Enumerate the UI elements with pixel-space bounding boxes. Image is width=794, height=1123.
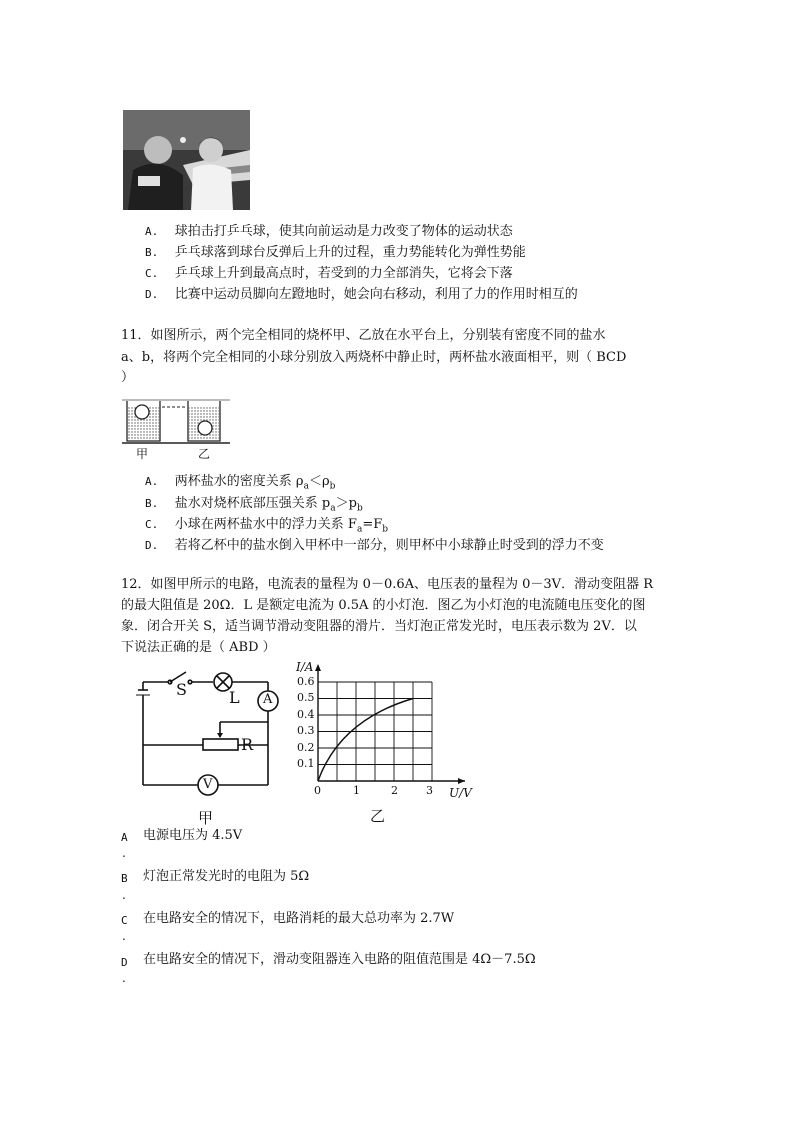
q10-option-b: B. 乒乓球落到球台反弹后上升的过程，重力势能转化为弹性势能 [145,245,526,260]
q12-option-a-letter: A [121,831,128,844]
q11-beakers-figure [122,395,232,467]
q12-option-c-text: 在电路安全的情况下，电路消耗的最大总功率为 2.7W [143,911,455,926]
rheostat-label: R [241,735,254,754]
xtick-3: 3 [426,784,433,797]
iu-graph [290,660,475,830]
q12-stem-line1: 12．如图甲所示的电路，电流表的量程为 0－0.6A、电压表的量程为 0－3V．滑动变阻器 R [121,577,653,592]
graph-xlabel: U/V [449,786,472,800]
xtick-1: 1 [353,784,360,797]
q12-option-c-dot: . [122,929,126,943]
q12-option-d-text: 在电路安全的情况下，滑动变阻器连入电路的阻值范围是 4Ω－7.5Ω [143,952,536,967]
ammeter-label: A [263,692,273,707]
q11-option-a: A. 两杯盐水的密度关系 $\rho_a<\rho_b$ [145,474,336,492]
beaker-label-left: 甲 [136,447,149,461]
q11-stem-line2: a、b，将两个完全相同的小球分别放入两烧杯中静止时，两杯盐水液面相平，则（ BCD [121,350,627,365]
q12-stem-line3: 象．闭合开关 S，适当调节滑动变阻器的滑片．当灯泡正常发光时，电压表示数为 2V．以 [121,619,637,634]
q12-option-a-text: 电源电压为 4.5V [143,828,243,843]
q10-option-a: A. 球拍击打乒乓球，使其向前运动是力改变了物体的运动状态 [145,224,513,239]
xtick-0: 0 [314,784,321,797]
ytick-0-2: 0.2 [297,741,315,754]
q12-option-b-dot: . [122,888,126,902]
q11-option-d: D. 若将乙杯中的盐水倒入甲杯中一部分，则甲杯中小球静止时受到的浮力不变 [145,538,604,553]
q12-option-b-text: 灯泡正常发光时的电阻为 5Ω [143,869,310,884]
ytick-0-4: 0.4 [297,708,315,721]
beaker-label-right: 乙 [198,447,211,461]
q10-option-d: D. 比赛中运动员脚向左蹬地时，她会向右移动，利用了力的作用时相互的 [145,287,578,302]
q11-stem-line3: ） [121,370,135,385]
q12-option-b-letter: B [121,872,128,885]
q10-option-c: C. 乒乓球上升到最高点时，若受到的力全部消失，它将会下落 [145,266,513,281]
ytick-0-3: 0.3 [297,724,315,737]
q12-stem-line4: 下说法正确的是（ ABD ） [121,640,276,655]
q11-option-c: C. 小球在两杯盐水中的浮力关系 $F_a=F_b$ [145,517,388,535]
circuit-diagram [128,660,288,830]
q12-option-d-letter: D [121,956,128,969]
voltmeter-label: V [203,777,213,792]
graph-caption: 乙 [370,807,386,825]
q12-option-d-dot: . [122,971,126,985]
ytick-0-1: 0.1 [297,757,315,770]
switch-label: S [176,680,187,699]
circuit-caption: 甲 [198,809,214,827]
ytick-0-6: 0.6 [297,675,315,688]
q12-option-c-letter: C [121,914,128,927]
q12-stem-line2: 的最大阻值是 20Ω．L 是额定电流为 0.5A 的小灯泡．图乙为小灯泡的电流随电压变化的图 [121,598,646,613]
q11-stem-line1: 11．如图所示，两个完全相同的烧杯甲、乙放在水平台上，分别装有密度不同的盐水 [121,328,606,343]
q12-option-a-dot: . [122,846,126,860]
graph-ylabel: I/A [296,660,314,674]
ping-pong-photo [123,110,250,210]
xtick-2: 2 [391,784,398,797]
q11-option-b: B. 盐水对烧杯底部压强关系 $p_a>p_b$ [145,496,363,514]
lamp-label: L [229,688,240,707]
ytick-0-5: 0.5 [297,691,315,704]
